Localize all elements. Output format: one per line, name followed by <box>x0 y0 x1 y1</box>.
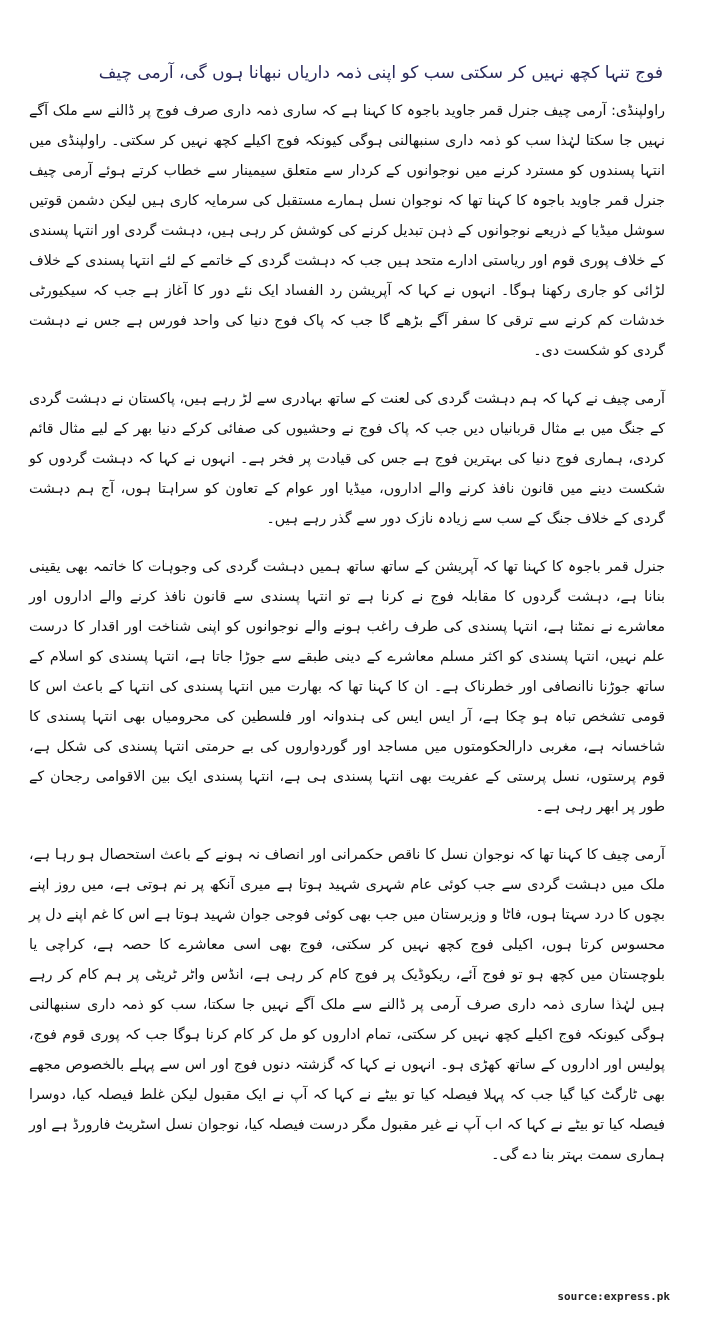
article-paragraph-3: جنرل قمر باجوہ کا کہنا تھا کہ آپریشن کے ساتھ ساتھ ہمیں دہشت گردی کی وجوہات کا خاتمہ بھی یقینی بنانا ہے، دہشت گردوں کا مقابلہ فوج نے کرنا ہے تو انتہا پسندی سے قانون نافذ کرنے والے اداروں اور معاشرے نے نمٹنا ہے، انتہا پسندی کی طرف راغب ہونے والے نوجوانوں کو اپنی شناخت اور اقدار کا درست علم نہیں، انتہا پسندی کو اکثر مسلم معاشرے کے دینی طبقے سے جوڑا جاتا ہے، انتہا پسندی کو اسلام کے ساتھ جوڑنا ناانصافی اور خطرناک ہے۔ ان کا کہنا تھا کہ بھارت میں انتہا پسندی کی انتہا کے باعث اس کا قومی تشخص تباہ ہو چکا ہے، آر ایس ایس کی ہندوانہ اور فلسطین کی محرومیاں بھی انتہا پسندی کا شاخسانہ ہے، مغربی دارالحکومتوں میں مساجد اور گوردواروں کی بے حرمتی انتہا پسندی کی شکل ہے، قوم پرستوں، نسل پرستی کے عفریت بھی انتہا پسندی ہی ہے، انتہا پسندی ایک بین الاقوامی رجحان کے طور پر ابھر رہی ہے۔ <box>29 559 665 815</box>
article-body <box>29 96 665 1188</box>
article-paragraph-4: آرمی چیف کا کہنا تھا کہ نوجوان نسل کا ناقص حکمرانی اور انصاف نہ ہونے کے باعث استحصال ہو رہا ہے، ملک میں دہشت گردی سے جب کوئی عام شہری شہید ہوتا ہے میری آنکھ پر نم ہوتی ہے، میں روز اپنے بچوں کا درد سہتا ہوں، فاٹا و وزیرستان میں جب بھی کوئی فوجی جوان شہید ہوتا ہے اس کا غم اپنے دل پر محسوس کرتا ہوں، اکیلی فوج کچھ نہیں کر سکتی، فوج بھی اسی معاشرے کا حصہ ہے، کراچی یا بلوچستان میں کچھ ہو تو فوج آئے، ریکوڈیک پر فوج کام کر رہی ہے، انڈس واٹر ٹریٹی پر ہم کام کر رہے ہیں لہٰذا ساری ذمہ داری صرف آرمی پر ڈالنے سے ملک آگے نہیں جا سکتا، سب کو ذمہ داری سنبھالنی ہوگی کیونکہ فوج اکیلے کچھ نہیں کر سکتی، تمام اداروں کو مل کر کام کرنا ہوگا جب کہ پوری قوم فوج، پولیس اور اداروں کے ساتھ کھڑی ہو۔ انہوں نے کہا کہ گزشتہ دنوں فوج اور اس سے پہلے بالخصوص مجھے بھی ٹارگٹ کیا گیا جب کہ پہلا فیصلہ کیا تو بیٹے نے کہا کہ آپ نے ایک مقبول لیکن غلط فیصلہ کیا، دوسرا فیصلہ کیا تو بیٹے نے کہا کہ اب آپ نے غیر مقبول مگر درست فیصلہ کیا، نوجوان نسل اسٹریٹ فارورڈ ہے اور ہماری سمت بہتر بنا دے گی۔ <box>29 847 665 1163</box>
article-paragraph-2: آرمی چیف نے کہا کہ ہم دہشت گردی کی لعنت کے ساتھ بہادری سے لڑ رہے ہیں، پاکستان نے دہشت گردی کے جنگ میں بے مثال قربانیاں دیں جب کہ پاک فوج نے وحشیوں کی صفائی کرکے دنیا بھر کے لیے مثال قائم کردی، ہماری فوج دنیا کی بہترین فوج ہے جس کی قیادت پر فخر ہے۔ انہوں نے کہا کہ دہشت گردوں کو شکست دینے میں قانون نافذ کرنے والے اداروں، میڈیا اور عوام کے تعاون کو سراہتا ہوں، آج ہم دہشت گردی کے خلاف جنگ کے سب سے زیادہ نازک دور سے گذر رہے ہیں۔ <box>29 391 665 527</box>
article-paragraph-1: راولپنڈی: آرمی چیف جنرل قمر جاوید باجوہ کا کہنا ہے کہ ساری ذمہ داری صرف فوج پر ڈالنے سے ملک آگے نہیں جا سکتا لہٰذا سب کو ذمہ داری سنبھالنی ہوگی کیونکہ فوج اکیلے کچھ نہیں کر سکتی۔ راولپنڈی میں انتہا پسندوں کو مسترد کرنے میں نوجوانوں کے کردار سے متعلق سیمینار سے خطاب کرتے ہوئے آرمی چیف جنرل قمر جاوید باجوہ کا کہنا تھا کہ نوجوان نسل ہمارے مستقبل کی سرمایہ کاری ہیں لیکن دشمن قوتیں سوشل میڈیا کے ذریعے نوجوانوں کے ذہن تبدیل کرنے کی کوشش کر رہی ہیں، دہشت گردی اور انتہا پسندی کے خلاف پوری قوم اور ریاستی ادارے متحد ہیں جب کہ دہشت گردی کے خاتمے کے لئے انتہا پسندی کے خلاف لڑائی کو جاری رکھنا ہوگا۔ انہوں نے کہا کہ آپریشن رد الفساد ایک نئے دور کا آغاز ہے جب کہ سیکیورٹی خدشات کم کرنے سے ترقی کا سفر آگے بڑھے گا جب کہ پاک فوج دنیا کی واحد فورس ہے جس نے دہشت گردی کو شکست دی۔ <box>29 103 665 359</box>
article-headline: فوج تنہا کچھ نہیں کر سکتی سب کو اپنی ذمہ داریاں نبھانا ہوں گی، آرمی چیف <box>98 63 663 83</box>
source-credit: source:express.pk <box>557 1290 670 1303</box>
